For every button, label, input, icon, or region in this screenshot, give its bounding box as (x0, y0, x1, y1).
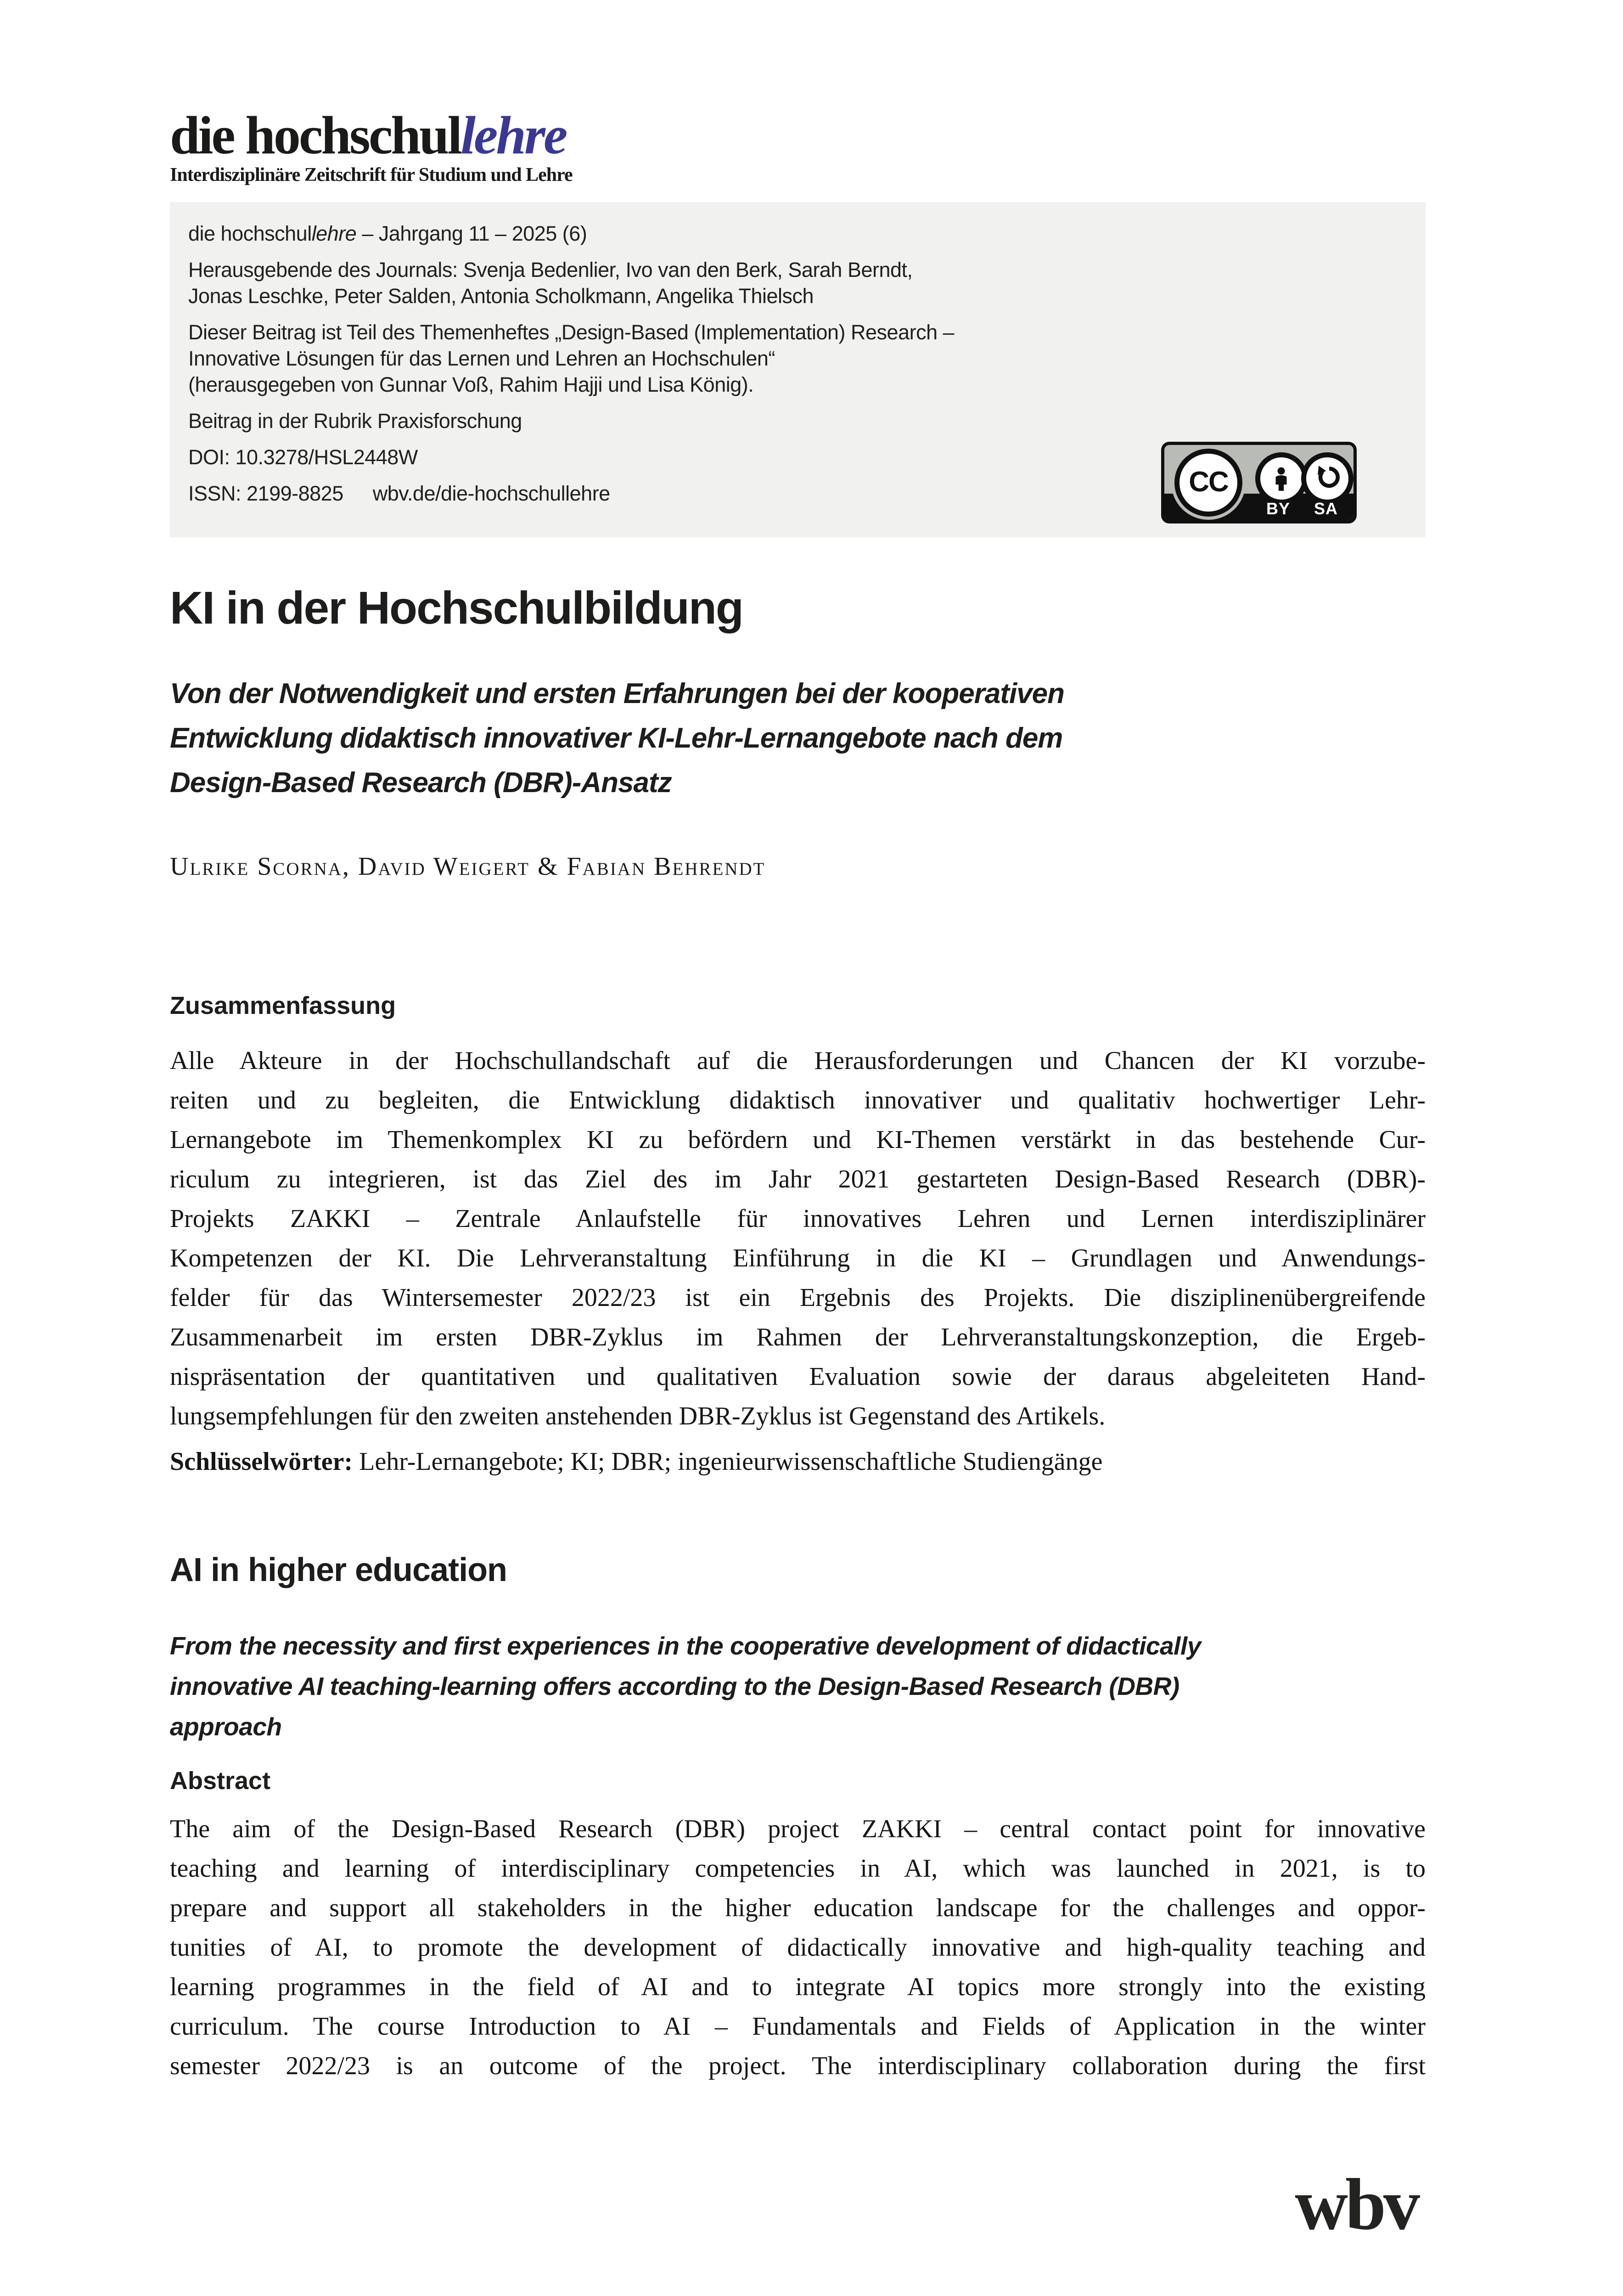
cc-icon: CC (1174, 449, 1242, 517)
abstract-heading-de: Zusammenfassung (170, 992, 396, 1019)
special-issue-note: Dieser Beitrag ist Teil des Themenheftes „Design-Based (Implementation) Research – Innovative Lösungen für das Lernen und Lehren an Hochschulen“ (herausgegeben von Gunnar Voß, Rahim Hajji und Lisa König). (188, 321, 955, 396)
journal-tagline: Interdisziplinäre Zeitschrift für Studium und Lehre (170, 164, 573, 186)
article-info-box (170, 202, 1426, 537)
abstract-de: Alle Akteure in der Hochschullandschaft auf die Herausforderungen und Chancen der KI vorzube- reiten und zu begleiten, die Entwicklung didaktisch innovativer und qualitativ hochwertiger Lehr- Lernangebote im Themenkomplex KI zu befördern und KI-Themen verstärkt in das bestehende Cur- riculum zu integrieren, ist das Ziel des im Jahr 2021 gestarteten Design-Based Research (DBR)- Projekts ZAKKI – Zentrale Anlaufstelle für innovatives Lehren und Lernen interdisziplinärer Kompetenzen der KI. Die Lehrveranstaltung Einführung in die KI – Grundlagen und Anwendungs- felder für das Wintersemester 2022/23 ist ein Ergebnis des Projekts. Die disziplinenübergreifende Zusammenarbeit im ersten DBR-Zyklus im Rahmen der Lehrveranstaltungskonzeption, die Ergeb- nispräsentation der quantitativen und qualitativen Evaluation sowie der daraus abgeleiteten Hand- lungsempfehlungen für den zweiten anstehenden DBR-Zyklus ist Gegenstand des Artikels. (170, 1047, 1426, 1430)
journal-issue-prefix: die hochschul (188, 222, 312, 245)
article-subtitle-en: From the necessity and first experiences in the cooperative development of didactically innovative AI teaching-learning offers according to the Design-Based Research (DBR) approach (170, 1632, 1201, 1741)
by-person-icon (1255, 452, 1308, 505)
keywords-label-de: Schlüsselwörter: (170, 1447, 353, 1476)
publisher-logo: wbv (1295, 2163, 1417, 2245)
article-title-en: AI in higher education (170, 1552, 507, 1588)
abstract-en: The aim of the Design-Based Research (DBR) project ZAKKI – central contact point for innovative teaching and learning of interdisciplinary competencies in AI, which was launched in 2021, is to prepare and support all stakeholders in the higher education landscape for the challenges and oppor- tunities of AI, to promote the development of didactically innovative and high-quality teaching and learning programmes in the field of AI and to integrate AI topics more strongly into the existing curriculum. The course Introduction to AI – Fundamentals and Fields of Application in the winter semester 2022/23 is an outcome of the project. The interdisciplinary collaboration during the first (170, 1815, 1426, 2080)
journal-editors: Herausgebende des Journals: Svenja Bedenlier, Ivo van den Berk, Sarah Berndt, Jonas Leschke, Peter Salden, Antonia Scholkmann, Angelika Thielsch (188, 258, 913, 308)
journal-logo-black: die hochschul (170, 105, 461, 165)
journal-logo (170, 105, 573, 165)
doi-line: DOI: 10.3278/HSL2448W (188, 445, 418, 469)
keywords-de (170, 1442, 1426, 1481)
journal-website-link[interactable]: wbv.de/die-hochschullehre (372, 482, 610, 505)
journal-issue-italic: lehre (311, 222, 357, 245)
rubric-note: Beitrag in der Rubrik Praxisforschung (188, 409, 522, 433)
authors: Ulrike Scorna, David Weigert & Fabian Behrendt (170, 852, 766, 881)
cc-by-label: BY (1266, 499, 1291, 518)
cc-sa-label: SA (1314, 499, 1338, 518)
cc-by-sa-badge[interactable] (1161, 442, 1357, 523)
article-title-de: KI in der Hochschulbildung (170, 582, 743, 634)
keywords-text-de: Lehr-Lernangebote; KI; DBR; ingenieurwissenschaftliche Studiengänge (353, 1447, 1103, 1476)
journal-issue-line (188, 220, 1404, 247)
journal-brand (170, 105, 573, 186)
journal-issue-suffix: – Jahrgang 11 – 2025 (6) (356, 222, 587, 245)
issn-value: ISSN: 2199-8825 (188, 482, 343, 505)
journal-logo-blue: lehre (461, 105, 566, 165)
abstract-heading-en: Abstract (170, 1767, 271, 1795)
article-subtitle-de: Von der Notwendigkeit und ersten Erfahrungen bei der kooperativen Entwicklung didaktisch innovativer KI-Lehr-Lernangebote nach dem Design-Based Research (DBR)-Ansatz (170, 678, 1065, 799)
sa-share-alike-icon (1301, 452, 1353, 505)
